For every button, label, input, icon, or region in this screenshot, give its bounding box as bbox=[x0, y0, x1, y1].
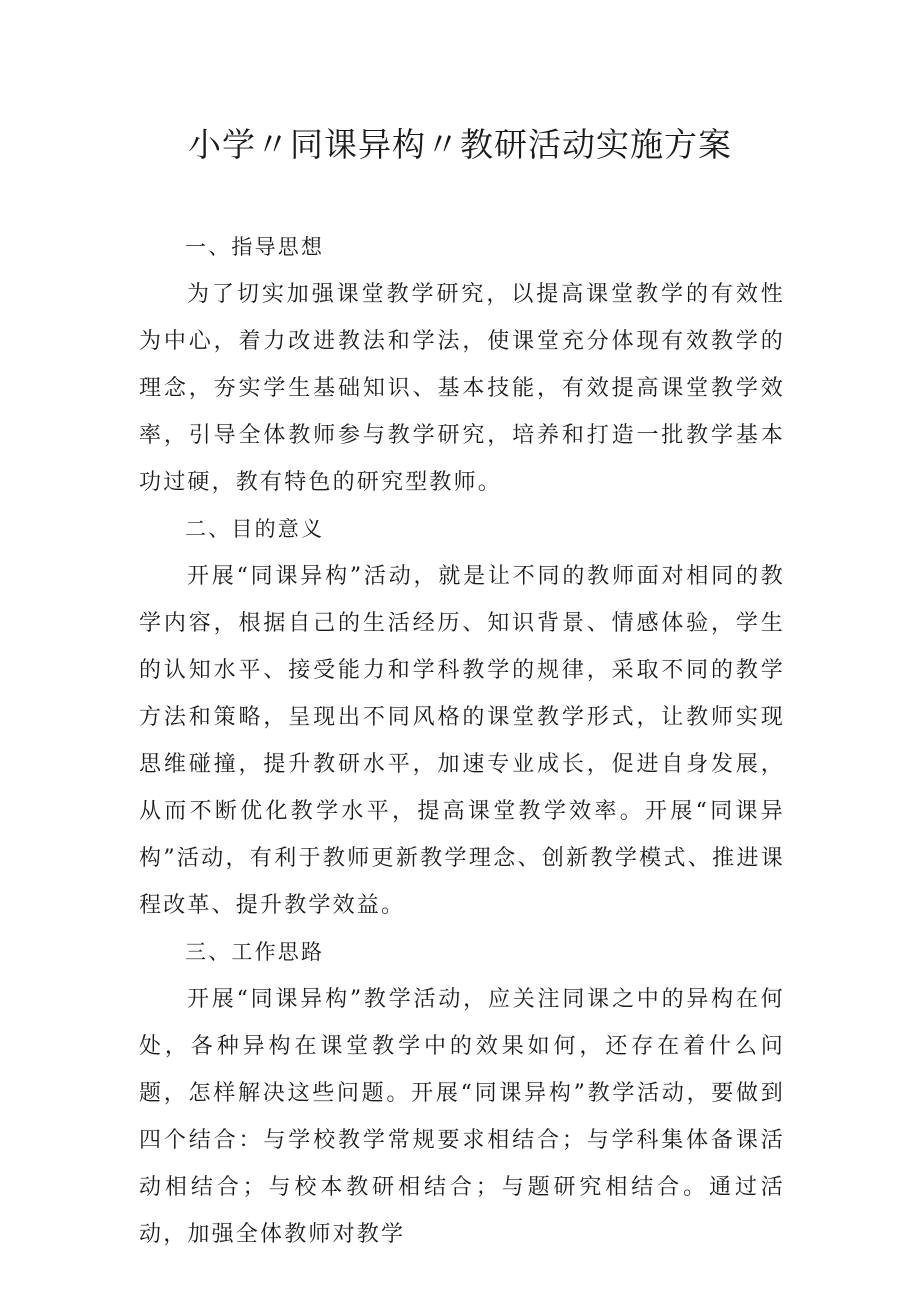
section-heading-work-approach: 三、工作思路 bbox=[185, 940, 325, 964]
section-heading-purpose-significance: 二、目的意义 bbox=[185, 517, 325, 541]
section-heading-guiding-ideology: 一、指导思想 bbox=[185, 235, 325, 259]
section-paragraph-work-approach: 开展“同课异构”教学活动，应关注同课之中的异构在何处，各种异构在课堂教学中的效果如何，还存在着什么问题，怎样解决这些问题。开展“同课异构”教学活动，要做到四个结合：与学校教学常规要求相结合；与学科集体备课活动相结合；与校本教研相结合；与题研究相结合。通过活动，加强全体教师对教学 bbox=[139, 987, 785, 1247]
document-body bbox=[139, 224, 785, 1258]
document-title: 小学〃同课异构〃教研活动实施方案 bbox=[188, 125, 732, 164]
section-paragraph-purpose-significance: 开展“同课异构”活动，就是让不同的教师面对相同的教学内容，根据自己的生活经历、知识背景、情感体验，学生的认知水平、接受能力和学科教学的规律，采取不同的教学方法和策略，呈现出不同风格的课堂教学形式，让教师实现思维碰撞，提升教研水平，加速专业成长，促进自身发展，从而不断优化教学水平，提高课堂教学效率。开展“同课异构”活动，有利于教师更新教学理念、创新教学模式、推进课程改革、提升教学效益。 bbox=[139, 564, 785, 918]
section-paragraph-guiding-ideology: 为了切实加强课堂教学研究，以提高课堂教学的有效性为中心，着力改进教法和学法，使课堂充分体现有效教学的理念，夯实学生基础知识、基本技能，有效提高课堂教学效率，引导全体教师参与教学研究，培养和打造一批教学基本功过硬，教有特色的研究型教师。 bbox=[139, 282, 785, 495]
